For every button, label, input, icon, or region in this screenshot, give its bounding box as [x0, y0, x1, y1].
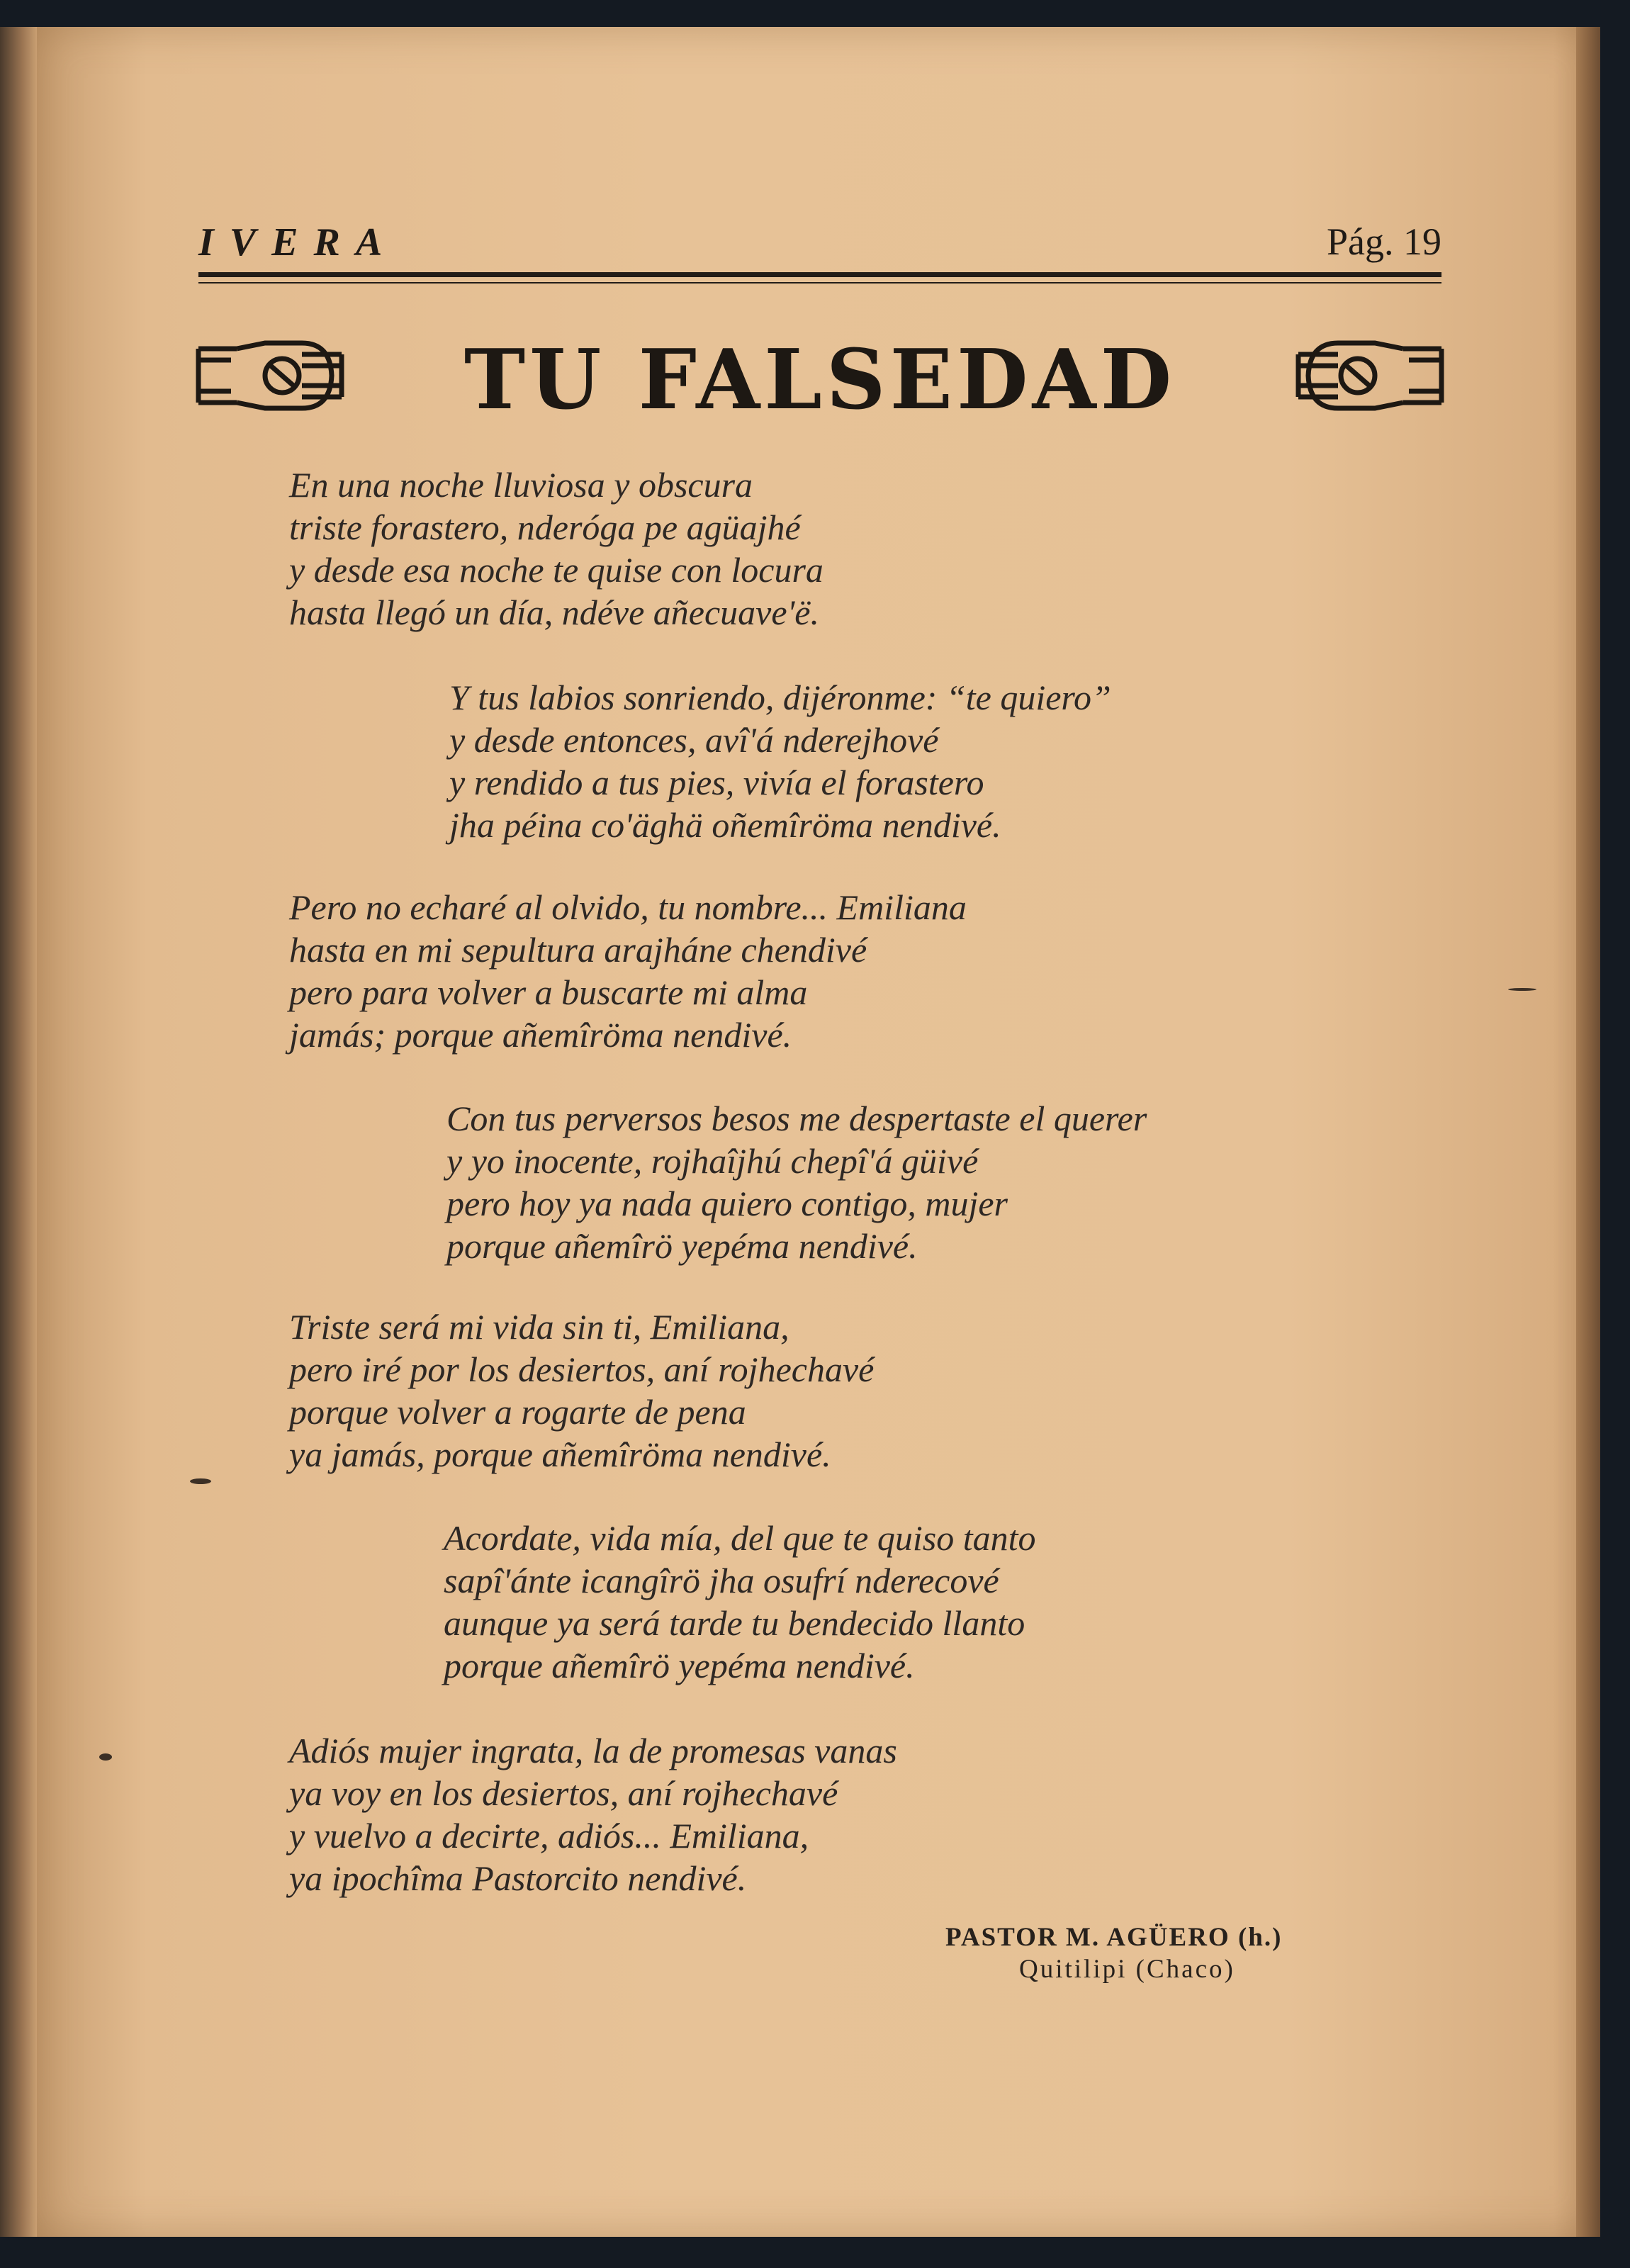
poem-line: y vuelvo a decirte, adiós... Emiliana, [289, 1816, 809, 1856]
poem-line: Adiós mujer ingrata, la de promesas vanas [289, 1731, 897, 1770]
poem-line: ya ipochîma Pastorcito nendivé. [289, 1858, 747, 1898]
poem-line: sapî'ánte icangîrö jha osufrí nderecové [444, 1561, 999, 1600]
poem-line: Pero no echaré al olvido, tu nombre... Emiliana [289, 887, 967, 927]
poem-line: ya voy en los desiertos, aní rojhechavé [289, 1773, 838, 1813]
poem-line: ya jamás, porque añemîröma nendivé. [289, 1435, 831, 1474]
poem-line: Con tus perversos besos me despertaste el querer [446, 1099, 1147, 1138]
poem-line: jha péina co'äghä oñemîröma nendivé. [449, 805, 1001, 845]
magazine-name: IVERA [198, 220, 398, 264]
header-rule [198, 272, 1441, 277]
ink-speck [99, 1753, 112, 1761]
poem-line: Triste será mi vida sin ti, Emiliana, [289, 1307, 789, 1347]
title-row [196, 332, 1444, 428]
aztec-ornament-right-icon [1295, 339, 1444, 412]
author-place: Quitilipi (Chaco) [1019, 1955, 1235, 1984]
stanza-2 [449, 676, 1111, 846]
ink-speck [190, 1478, 211, 1484]
poem-line: aunque ya será tarde tu bendecido llanto [444, 1603, 1025, 1643]
stanza-5 [289, 1306, 874, 1476]
poem-line: En una noche lluviosa y obscura [289, 465, 753, 505]
page-number: Pág. 19 [1327, 220, 1441, 263]
stanza-4 [446, 1097, 1147, 1267]
stanza-6 [444, 1517, 1036, 1687]
poem-line: hasta en mi sepultura arajháne chendivé [289, 930, 867, 970]
stanza-3 [289, 886, 967, 1056]
binding-edge [0, 27, 37, 2237]
poem-line: y desde esa noche te quise con locura [289, 550, 824, 590]
poem-line: jamás; porque añemîröma nendivé. [289, 1015, 792, 1055]
poem-line: triste forastero, nderóga pe agüajhé [289, 507, 801, 547]
poem-line: y desde entonces, avî'á nderejhové [449, 720, 939, 760]
page-header [198, 220, 1441, 284]
author-signature [945, 1922, 1282, 1984]
poem-line: porque añemîrö yepéma nendivé. [446, 1226, 918, 1266]
poem-line: hasta llegó un día, ndéve añecuave'ë. [289, 593, 819, 632]
poem-line: porque añemîrö yepéma nendivé. [444, 1646, 915, 1685]
ink-speck [1508, 988, 1536, 991]
poem-line: pero iré por los desiertos, aní rojhechavé [289, 1349, 875, 1389]
poem-line: Acordate, vida mía, del que te quiso tanto [444, 1518, 1036, 1558]
poem-line: pero hoy ya nada quiero contigo, mujer [446, 1184, 1008, 1223]
poem-line: y rendido a tus pies, vivía el forastero [449, 763, 984, 802]
poem-line: pero para volver a buscarte mi alma [289, 972, 808, 1012]
poem-line: y yo inocente, rojhaîjhú chepî'á güivé [446, 1141, 979, 1181]
header-rule-thin [198, 282, 1441, 284]
page-edge [1576, 27, 1600, 2237]
author-name: PASTOR M. AGÜERO (h.) [945, 1923, 1283, 1952]
poem-title: TU FALSEDAD [463, 332, 1176, 428]
poem-line: Y tus labios sonriendo, dijéronme: “te quiero” [449, 678, 1111, 717]
stanza-1 [289, 464, 824, 634]
stanza-7 [289, 1729, 897, 1899]
poem-line: porque volver a rogarte de pena [289, 1392, 746, 1432]
